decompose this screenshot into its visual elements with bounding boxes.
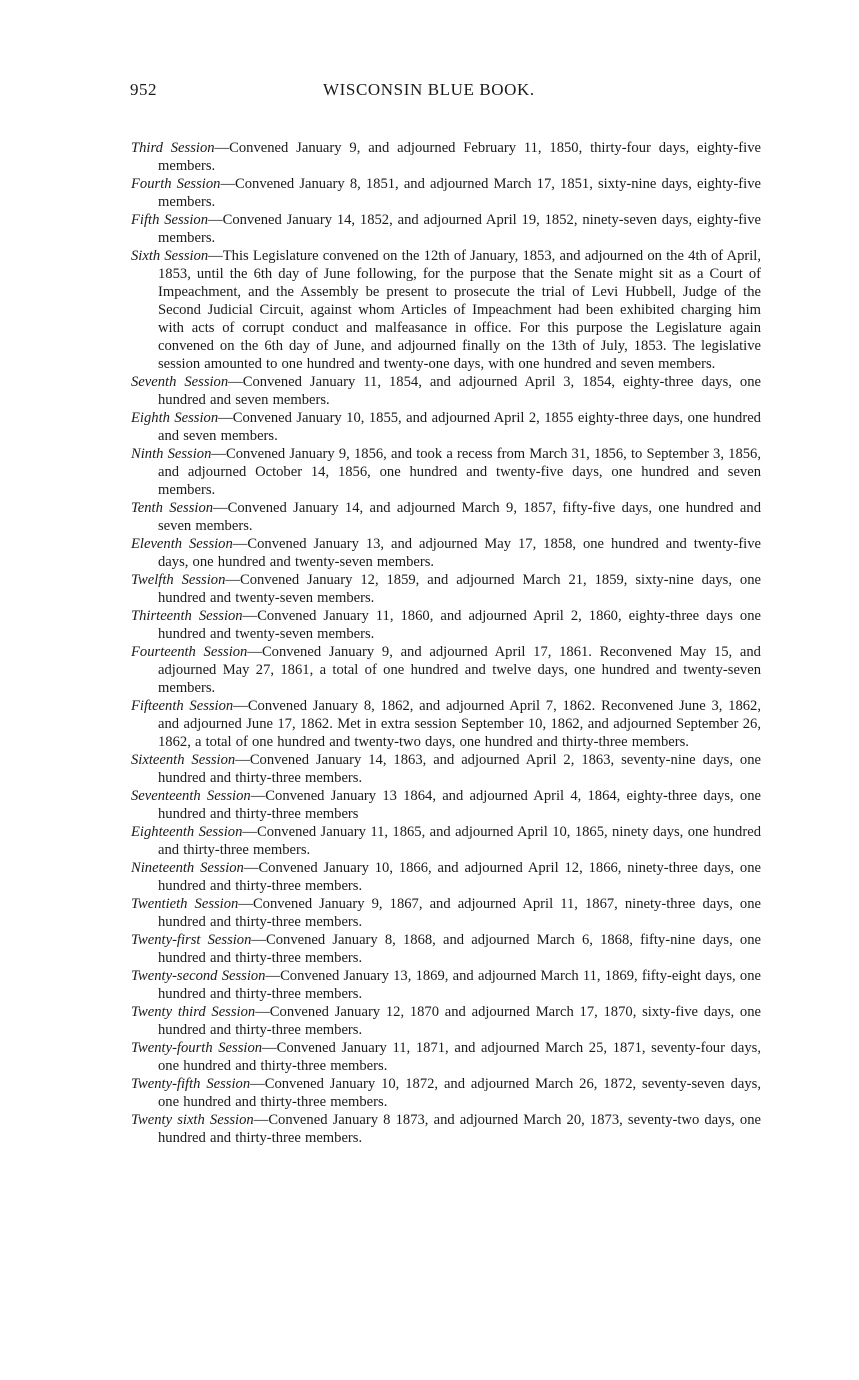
- session-details: —Convened January 8, 1862, and adjourned April 7, 1862. Reconvened June 3, 1862, and adjourned June 17, 1862. Met in extra session September 10, 1862, and adjourned September 26, 1862, a total of one hundred and twenty-two days, one hundred and thirty-three members.: [158, 697, 761, 750]
- session-entry: [131, 1039, 761, 1075]
- session-details: —Convened January 14, and adjourned March 9, 1857, fifty-five days, one hundred and seven members.: [158, 499, 761, 534]
- session-details: —Convened January 11, 1854, and adjourned April 3, 1854, eighty-three days, one hundred and seven members.: [158, 373, 761, 408]
- session-details: —Convened January 14, 1863, and adjourned April 2, 1863, seventy-nine days, one hundred and thirty-three members.: [158, 751, 762, 786]
- session-name: Eighth Session: [131, 409, 219, 426]
- session-details: —Convened January 10, 1872, and adjourned March 26, 1872, seventy-seven days, one hundred and thirty-three members.: [158, 1075, 761, 1110]
- session-name: Seventeenth Session: [131, 787, 251, 804]
- session-details: —Convened January 12, 1859, and adjourned March 21, 1859, sixty-nine days, one hundred and twenty-seven members.: [158, 571, 761, 606]
- session-details: —Convened January 10, 1866, and adjourned April 12, 1866, ninety-three days, one hundred and thirty-three members.: [158, 859, 761, 894]
- session-details: —Convened January 8 1873, and adjourned March 20, 1873, seventy-two days, one hundred and thirty-three members.: [158, 1111, 761, 1146]
- session-name: Seventh Session: [131, 373, 229, 390]
- session-details: —Convened January 9, 1856, and took a recess from March 31, 1856, to September 3, 1856, and adjourned October 14, 1856, one hundred and twenty-five days, one hundred and seven members.: [158, 445, 761, 498]
- session-entry: [131, 1003, 761, 1039]
- session-name: Ninth Session: [131, 445, 212, 462]
- session-entry: [131, 247, 761, 373]
- session-entry: [131, 211, 761, 247]
- session-details: —Convened January 10, 1855, and adjourned April 2, 1855 eighty-three days, one hundred and seven members.: [158, 409, 761, 444]
- session-name: Tenth Session: [131, 499, 214, 516]
- session-name: Fifth Session: [131, 211, 208, 228]
- session-details: —Convened January 11, 1871, and adjourned March 25, 1871, seventy-four days, one hundred and thirty-three members.: [158, 1039, 761, 1074]
- session-entry: [131, 571, 761, 607]
- session-details: —Convened January 11, 1860, and adjourned April 2, 1860, eighty-three days one hundred and twenty-seven members.: [158, 607, 761, 642]
- session-entry: [131, 859, 761, 895]
- session-entry: [131, 1075, 761, 1111]
- session-name: Thirteenth Session: [131, 607, 243, 624]
- session-entry: [131, 823, 761, 859]
- session-entry: [131, 787, 761, 823]
- session-name: Nineteenth Session: [131, 859, 244, 876]
- session-entry: [131, 373, 761, 409]
- session-name: Twenty-first Session: [131, 931, 252, 948]
- session-name: Twenty-second Session: [131, 967, 266, 984]
- session-name: Eleventh Session: [131, 535, 233, 552]
- session-details: —Convened January 9, and adjourned February 11, 1850, thirty-four days, eighty-five members.: [158, 139, 761, 174]
- session-details: —Convened January 9, 1867, and adjourned April 11, 1867, ninety-three days, one hundred and thirty-three members.: [158, 895, 761, 930]
- page-number: 952: [130, 80, 157, 99]
- session-name: Twelfth Session: [131, 571, 226, 588]
- session-details: —Convened January 14, 1852, and adjourned April 19, 1852, ninety-seven days, eighty-five members.: [158, 211, 761, 246]
- session-entry: [131, 607, 761, 643]
- session-details: —Convened January 13 1864, and adjourned April 4, 1864, eighty-three days, one hundred and thirty-three members: [158, 787, 761, 822]
- session-name: Third Session: [131, 139, 215, 156]
- session-name: Twenty third Session: [131, 1003, 256, 1020]
- session-details: —Convened January 12, 1870 and adjourned March 17, 1870, sixty-five days, one hundred and thirty-three members.: [158, 1003, 761, 1038]
- session-name: Eighteenth Session: [131, 823, 243, 840]
- session-details: —Convened January 8, 1868, and adjourned March 6, 1868, fifty-nine days, one hundred and thirty-three members.: [158, 931, 761, 966]
- session-name: Twenty-fifth Session: [131, 1075, 251, 1092]
- session-entry: [131, 535, 761, 571]
- session-name: Twenty-fourth Session: [131, 1039, 263, 1056]
- session-details: —This Legislature convened on the 12th of January, 1853, and adjourned on the 4th of April, 1853, until the 6th day of June following, for the purpose that the Senate might sit as a Court of Impeachment, and the Assembly be present to prosecute the trial of Levi Hubbell, Judge of the Second Judicial Circuit, against whom Articles of Impeachment had been exhibited charging him with acts of corrupt conduct and malfeasance in office. For this purpose the Legislature again convened on the 6th day of June, and adjourned finally on the 13th of July, 1853. The legislative session amounted to one hundred and twenty-one days, with one hundred and seven members.: [158, 247, 761, 372]
- session-details: —Convened January 9, and adjourned April 17, 1861. Reconvened May 15, and adjourned May 27, 1861, a total of one hundred and twelve days, one hundred and twenty-seven members.: [158, 643, 761, 696]
- session-entry: [131, 751, 761, 787]
- session-entry: [131, 643, 761, 697]
- session-name: Twenty sixth Session: [131, 1111, 254, 1128]
- session-name: Fifteenth Session: [131, 697, 234, 714]
- session-entry: [131, 445, 761, 499]
- session-details: —Convened January 8, 1851, and adjourned March 17, 1851, sixty-nine days, eighty-five members.: [158, 175, 761, 210]
- session-list: [131, 124, 761, 1147]
- session-entry: [131, 895, 761, 931]
- session-details: —Convened January 13, and adjourned May 17, 1858, one hundred and twenty-five days, one hundred and twenty-seven members.: [158, 535, 762, 570]
- session-name: Twentieth Session: [131, 895, 239, 912]
- session-name: Sixteenth Session: [131, 751, 236, 768]
- session-entry: [131, 931, 761, 967]
- session-entry: [131, 499, 761, 535]
- session-entry: [131, 967, 761, 1003]
- session-details: —Convened January 11, 1865, and adjourned April 10, 1865, ninety days, one hundred and thirty-three members.: [158, 823, 761, 858]
- session-name: Fourth Session: [131, 175, 221, 192]
- session-details: —Convened January 13, 1869, and adjourned March 11, 1869, fifty-eight days, one hundred and thirty-three members.: [158, 967, 761, 1002]
- running-title: WISCONSIN BLUE BOOK.: [323, 80, 535, 99]
- session-entry: [131, 697, 761, 751]
- session-entry: [131, 139, 761, 175]
- session-entry: [131, 1111, 761, 1147]
- session-name: Fourteenth Session: [131, 643, 248, 660]
- session-name: Sixth Session: [131, 247, 209, 264]
- session-entry: [131, 175, 761, 211]
- session-entry: [131, 409, 761, 445]
